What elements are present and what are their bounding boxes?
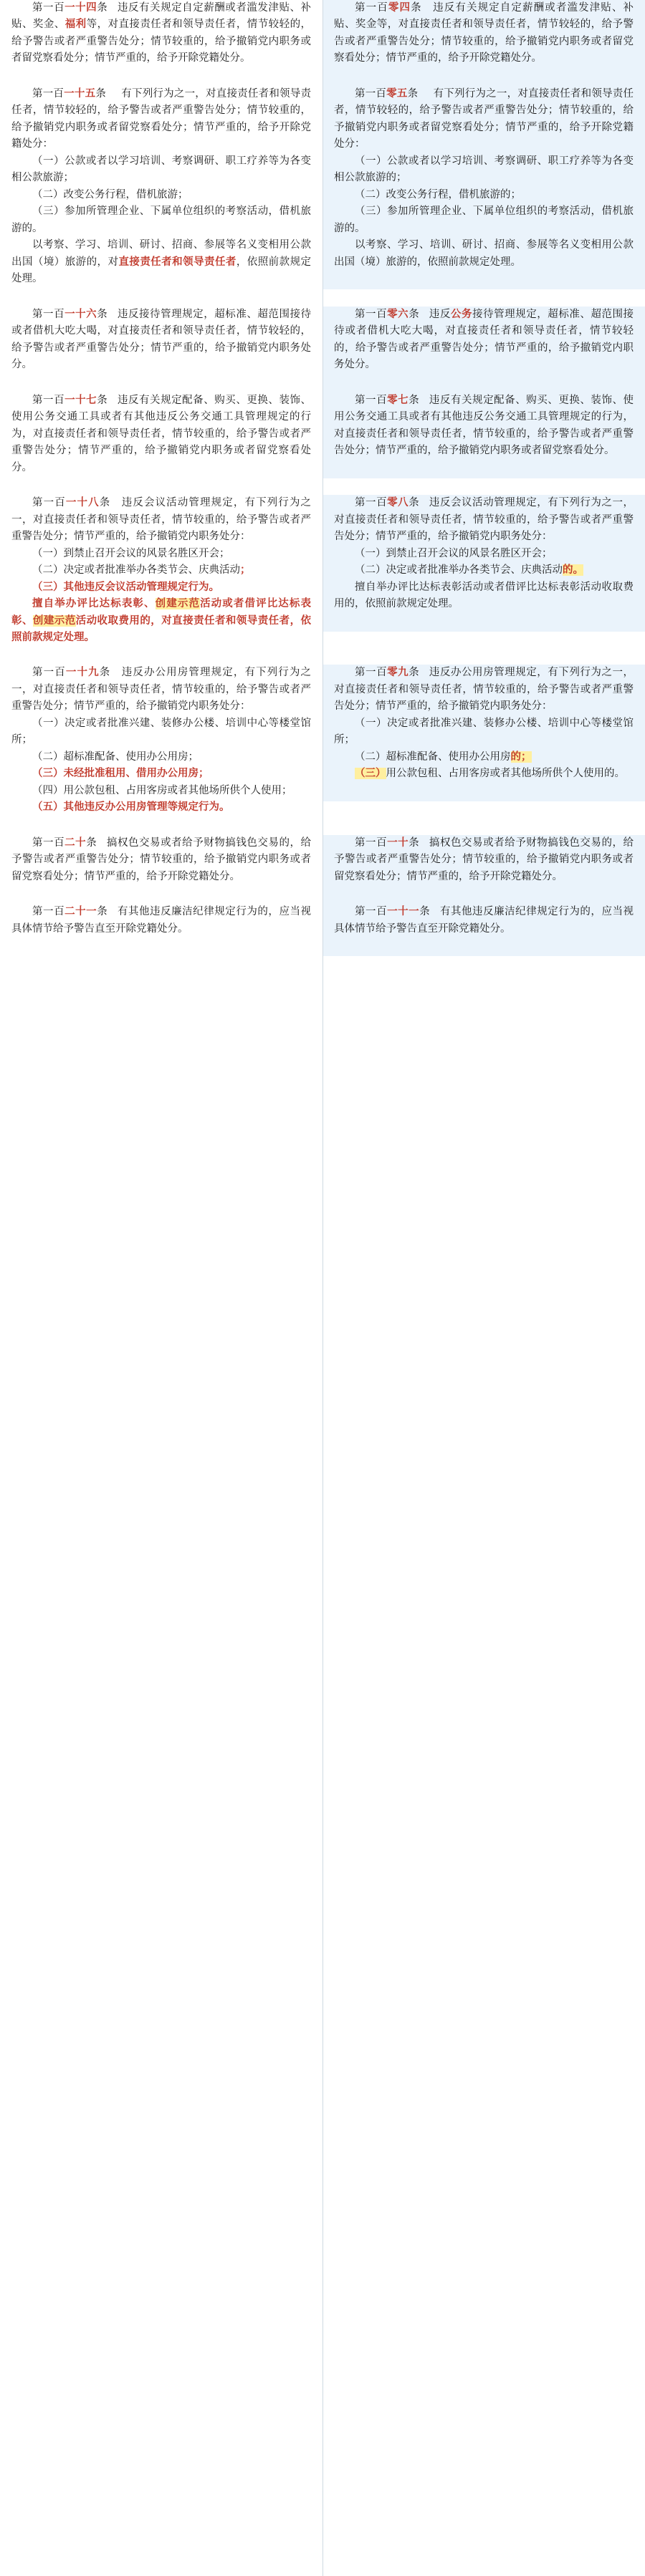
article-109 — [334, 665, 634, 782]
article-body-part: 搞权色交易或者给予财物搞钱色交易的，给予警告或者严重警告处分；情节较重的，给予撤销党内职务或者留党察看处分；情节严重的，给予开除党籍处分。 — [11, 836, 312, 882]
article-item: （三）参加所管理企业、下属单位组织的考察活动，借机旅游的。 — [334, 206, 634, 234]
article-item-highlight: （三）其他违反会议活动管理规定行为。 — [32, 581, 219, 593]
article-117 — [11, 392, 311, 476]
article-number-prefix: 第一百 — [32, 497, 66, 509]
article-105 — [334, 86, 634, 271]
article-number-highlight: 零六 — [387, 308, 409, 320]
article-item: （三）参加所管理企业、下属单位组织的考察活动，借机旅游的。 — [11, 206, 311, 234]
new-version-cell — [322, 307, 645, 392]
article-number-prefix: 第一百 — [32, 667, 66, 679]
article-item-suffix-highlight: 的； — [510, 751, 532, 763]
article-number-suffix: 条 — [97, 2, 108, 14]
article-number-highlight: 零九 — [387, 667, 409, 679]
article-number-suffix: 条 — [419, 906, 431, 918]
new-version-cell — [322, 86, 645, 289]
article-item: 用公款包租、占用客房或者其他场所供个人使用的。 — [386, 768, 625, 780]
article-number-highlight: 零五 — [386, 87, 408, 100]
article-118 — [11, 495, 311, 646]
article-number-prefix: 第一百 — [355, 836, 388, 849]
article-item: （一）决定或者批准兴建、装修办公楼、培训中心等楼堂馆所； — [334, 717, 634, 746]
article-tail-part: ，依照前款规定处理。 — [11, 256, 312, 285]
article-number-prefix: 第一百 — [355, 308, 388, 320]
article-110 — [334, 835, 634, 885]
article-number-highlight: 一十 — [387, 836, 409, 849]
article-111 — [334, 904, 634, 937]
article-number-highlight: 零四 — [388, 2, 411, 14]
article-item: （一）决定或者批准兴建、装修办公楼、培训中心等楼堂馆所； — [11, 717, 311, 746]
article-item: （二）超标准配备、使用办公用房； — [32, 751, 199, 763]
article-number-prefix: 第一百 — [32, 308, 65, 320]
article-tail-highlight: 对直接责任者和领导责任者 — [161, 614, 290, 627]
article-number-highlight: 一十四 — [64, 2, 97, 14]
article-number-suffix: 条 — [95, 87, 107, 100]
article-number-suffix: 条 — [407, 87, 419, 100]
article-number-suffix: 条 — [408, 836, 420, 849]
old-version-cell — [0, 392, 322, 495]
article-number-suffix: 条 — [99, 497, 111, 509]
article-number-highlight: 一十六 — [64, 308, 97, 320]
article-number-suffix: 条 — [408, 497, 420, 509]
new-version-cell — [322, 392, 645, 478]
article-tail-highlight: 直接责任者和领导责任者 — [118, 256, 236, 268]
article-116 — [11, 307, 311, 374]
old-version-cell — [0, 835, 322, 904]
article-121 — [11, 904, 311, 937]
article-number-highlight: 二十一 — [64, 906, 97, 918]
article-tail-highlight: 擅自举办评比达标表彰、 — [32, 598, 156, 610]
article-tail-part: 擅自举办评比达标表彰活动或者借评比达标表彰活动收取费用的，依照前款规定处理。 — [334, 581, 634, 610]
article-number-prefix: 第一百 — [32, 394, 65, 406]
article-tail-highlight: 活动收取费用的， — [75, 614, 162, 627]
article-114 — [11, 0, 311, 67]
article-107 — [334, 392, 634, 460]
article-106 — [334, 307, 634, 374]
old-version-cell — [0, 904, 322, 956]
article-number-prefix: 第一百 — [32, 906, 65, 918]
article-body-part: 违反有关规定自定薪酬或者滥发津贴、补贴、奖金、 — [11, 2, 312, 31]
article-number-suffix: 条 — [86, 836, 97, 849]
article-number-suffix: 条 — [99, 667, 111, 679]
article-119 — [11, 665, 311, 816]
article-number-suffix: 条 — [408, 308, 420, 320]
article-number-highlight: 零七 — [387, 394, 409, 406]
article-intro: 违反办公用房管理规定，有下列行为之一，对直接责任者和领导责任者，情节较重的，给予警告或者严重警告处分；情节严重的，给予撤销党内职务处分： — [334, 667, 634, 713]
article-item: （二）决定或者批准举办各类节会、庆典活动 — [355, 564, 563, 577]
article-item: （一）公款或者以学习培训、考察调研、职工疗养等为各变相公款旅游； — [11, 155, 311, 184]
article-intro: 违反会议活动管理规定，有下列行为之一，对直接责任者和领导责任者，情节较重的，给予警告或者严重警告处分；情节严重的，给予撤销党内职务处分： — [334, 497, 634, 543]
article-body-part: 有其他违反廉洁纪律规定行为的，应当视具体情节给予警告直至开除党籍处分。 — [334, 906, 634, 935]
article-number-highlight: 一十五 — [64, 87, 96, 100]
article-intro: 违反办公用房管理规定，有下列行为之一，对直接责任者和领导责任者，情节较重的，给予警告或者严重警告处分；情节严重的，给予撤销党内职务处分： — [11, 667, 312, 713]
article-number-highlight: 一十八 — [65, 497, 100, 509]
article-number-highlight: 一十九 — [65, 667, 100, 679]
article-number-highlight: 二十 — [64, 836, 87, 849]
article-number-prefix: 第一百 — [355, 497, 388, 509]
article-body-part: 违反有关规定配备、购买、更换、装饰、使用公务交通工具或者有其他违反公务交通工具管理规定的行为，对直接责任者和领导责任者，情节较重的，给予警告或者严重警告处分；情节严重的，给予撤销党内职务或者留党察看处分。 — [11, 394, 312, 473]
article-body-part: 有其他违反廉洁纪律规定行为的，应当视具体情节给予警告直至开除党籍处分。 — [11, 906, 312, 935]
article-number-suffix: 条 — [97, 394, 108, 406]
new-version-cell — [322, 665, 645, 801]
article-body-part: 违反有关规定配备、购买、更换、装饰、使用公务交通工具或者有其他违反公务交通工具管理规定的行为，对直接责任者和领导责任者，情节较重的，给予警告或者严重警告处分；情节严重的，给予撤销党内职务或者留党察看处分。 — [334, 394, 634, 457]
article-number-prefix: 第一百 — [355, 667, 388, 679]
old-version-cell — [0, 307, 322, 392]
new-version-cell — [322, 0, 645, 86]
article-number-prefix: 第一百 — [32, 2, 65, 14]
article-number-prefix: 第一百 — [32, 87, 64, 100]
article-item-highlight: （五）其他违反办公用房管理等规定行为。 — [32, 801, 230, 814]
article-intro: 有下列行为之一，对直接责任者和领导责任者，情节较轻的，给予警告或者严重警告处分；情节较重的，给予撤销党内职务或者留党察看处分；情节严重的，给予开除党籍处分： — [334, 87, 634, 150]
article-number-prefix: 第一百 — [355, 394, 388, 406]
article-body-part: 违反 — [429, 308, 451, 320]
article-item-highlight: （三）未经批准租用、借用办公用房； — [32, 768, 209, 780]
new-version-cell — [322, 495, 645, 631]
article-item-prefix-highlight: （三） — [355, 768, 386, 780]
article-number-highlight: 一十一 — [387, 906, 420, 918]
article-tail-highlight: 活动或者借评比达标表彰、 — [11, 598, 312, 627]
article-tail-part: 以考察、学习、培训、研讨、招商、参展等名义变相用公款出国（境）旅游的，依照前款规定处理。 — [334, 239, 634, 268]
article-number-suffix: 条 — [408, 667, 420, 679]
article-item: （二）改变公务行程，借机旅游； — [32, 188, 188, 201]
article-number-prefix: 第一百 — [355, 87, 387, 100]
article-body-part: 违反接待管理规定，超标准、超范围接待或者借机大吃大喝，对直接责任者和领导责任者，情节较轻的，给予警告或者严重警告处分；情节严重的，给予撤销党内职务处分。 — [11, 308, 312, 371]
article-item: （二）超标准配备、使用办公用房 — [355, 751, 511, 763]
article-number-prefix: 第一百 — [355, 2, 388, 14]
article-item-suffix-highlight: ； — [240, 564, 251, 577]
article-body-highlight: 福利 — [64, 19, 87, 31]
article-tail-highlight-boxed: 创建示范 — [155, 598, 201, 610]
article-item: （二）改变公务行程，借机旅游的； — [355, 188, 521, 201]
old-version-cell — [0, 86, 322, 307]
article-tail-part: 以考察、学习、培训、研讨、招商、参展等名义变相用公款出国（境）旅游的，对 — [11, 239, 311, 268]
article-body-part: 等，对直接责任者和领导责任者，情节较轻的，给予警告或者严重警告处分；情节较重的，给予撤销党内职务或者留党察看处分；情节严重的，给予开除党籍处分。 — [11, 19, 312, 64]
article-108 — [334, 495, 634, 612]
article-body-highlight: 公务 — [451, 308, 473, 320]
old-version-cell — [0, 665, 322, 834]
article-item: （四）用公款包租、占用客房或者其他场所供个人使用； — [32, 784, 292, 796]
new-version-cell — [322, 835, 645, 904]
article-104 — [334, 0, 634, 67]
article-item: （一）到禁止召开会议的风景名胜区开会； — [355, 547, 553, 559]
old-version-cell — [0, 0, 322, 86]
article-intro: 有下列行为之一，对直接责任者和领导责任者，情节较轻的，给予警告或者严重警告处分；情节较重的，给予撤销党内职务或者留党察看处分；情节严重的，给予开除党籍处分： — [11, 87, 311, 150]
article-number-prefix: 第一百 — [32, 836, 65, 849]
article-item: （二）决定或者批准举办各类节会、庆典活动 — [32, 564, 240, 577]
article-tail-highlight: ，依照前款规定处理。 — [11, 614, 312, 643]
article-115 — [11, 86, 311, 288]
article-intro: 违反会议活动管理规定，有下列行为之一，对直接责任者和领导责任者，情节较重的，给予警告或者严重警告处分；情节严重的，给予撤销党内职务处分： — [11, 497, 312, 543]
column-divider — [322, 0, 323, 2576]
article-number-highlight: 一十七 — [64, 394, 97, 406]
old-version-cell — [0, 495, 322, 665]
article-item-suffix-highlight: 的。 — [563, 564, 583, 577]
article-item: （一）公款或者以学习培训、考察调研、职工疗养等为各变相公款旅游的； — [334, 155, 634, 184]
article-120 — [11, 835, 311, 885]
article-number-suffix: 条 — [97, 906, 108, 918]
article-number-highlight: 零八 — [387, 497, 409, 509]
new-version-cell — [322, 904, 645, 956]
article-tail-highlight-boxed: 创建示范 — [32, 614, 76, 627]
article-body-part: 接待管理规定，超标准、超范围接待或者借机大吃大喝，对直接责任者和领导责任者，情节较轻的，给予警告或者严重警告处分；情节严重的，给予撤销党内职务处分。 — [334, 308, 634, 371]
article-number-suffix: 条 — [408, 394, 420, 406]
article-body-part: 违反有关规定自定薪酬或者滥发津贴、补贴、奖金等，对直接责任者和领导责任者，情节较轻的，给予警告或者严重警告处分；情节较重的，给予撤销党内职务或者留党察看处分；情节严重的，给予开除党籍处分。 — [334, 2, 634, 64]
article-number-suffix: 条 — [411, 2, 422, 14]
article-number-suffix: 条 — [97, 308, 108, 320]
article-number-prefix: 第一百 — [355, 906, 388, 918]
article-body-part: 搞权色交易或者给予财物搞钱色交易的，给予警告或者严重警告处分；情节较重的，给予撤销党内职务或者留党察看处分；情节严重的，给予开除党籍处分。 — [334, 836, 634, 882]
article-item: （一）到禁止召开会议的风景名胜区开会； — [32, 547, 230, 559]
